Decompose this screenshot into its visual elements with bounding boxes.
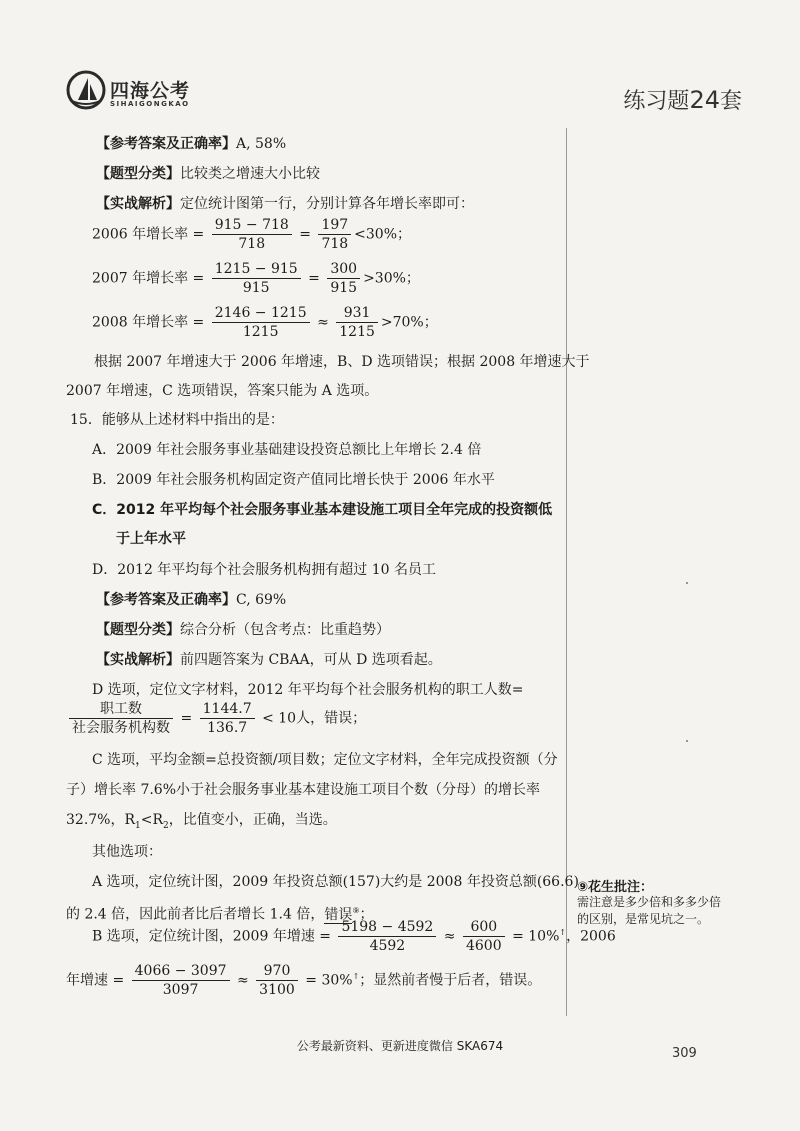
analysis-tag: 【实战解析】 (96, 196, 180, 212)
numerator: 300 (327, 260, 360, 279)
fraction (132, 962, 230, 999)
fraction (212, 260, 301, 297)
series-number: 24 (689, 86, 720, 114)
q14-conclusion-1: 根据 2007 年增速大于 2006 年增速，B、D 选项错误；根据 2008 年增速大于 (94, 354, 590, 370)
numerator: 2146 − 1215 (212, 304, 310, 323)
fraction (338, 918, 436, 955)
numerator: 职工数 (69, 700, 173, 719)
q15-option-c: C．2012 年平均每个社会服务事业基本建设施工项目全年完成的投资额低 (92, 502, 553, 518)
series-suffix: 套 (719, 89, 742, 114)
d-option-line1: D 选项，定位文字材料，2012 年平均每个社会服务机构的职工人数= (92, 682, 524, 698)
denominator: 3100 (259, 982, 295, 998)
series-title (623, 84, 742, 115)
d-option-formula (66, 700, 366, 737)
underlined-error: 错误 (324, 906, 353, 923)
fraction (318, 216, 351, 253)
numerator: 600 (463, 918, 505, 937)
q14-analysis-line (96, 194, 474, 214)
answer-tag: 【参考答案及正确率】 (96, 136, 236, 152)
denominator: 1215 (242, 324, 279, 340)
type-value: 比较类之增速大小比较 (180, 166, 320, 182)
a-option-line1: A 选项，定位统计图，2009 年投资总额(157)大约是 2008 年投资总额(66.6) (92, 874, 579, 890)
page-number: 309 (672, 1046, 697, 1061)
analysis-tag: 【实战解析】 (96, 652, 180, 668)
numerator: 970 (256, 962, 298, 981)
logo-text-en: SIHAIGONGKAO (110, 100, 190, 108)
q15-stem: 15．能够从上述材料中指出的是： (70, 412, 284, 428)
c-option-line3 (66, 810, 337, 836)
equals-sign: = (180, 710, 193, 727)
numerator: 915 − 718 (212, 216, 292, 235)
equals-sign: = (308, 270, 320, 287)
fraction (463, 918, 505, 955)
numerator: 1144.7 (200, 700, 255, 719)
denominator: 915 (242, 280, 270, 296)
numerator: 5198 − 4592 (338, 918, 436, 937)
q15-type-line (96, 620, 390, 640)
denominator: 3097 (162, 982, 199, 998)
q15-option-b: B．2009 年社会服务机构固定资产值同比增长快于 2006 年水平 (92, 472, 495, 488)
footer-text: 公考最新资料、更新进度微信 SKA674 (296, 1039, 504, 1053)
q14-type-line (96, 164, 320, 184)
a-line2-b: ； (359, 906, 374, 923)
denominator: 136.7 (207, 720, 248, 736)
logo-text-cn: 四海公考 (110, 80, 191, 102)
c-line3-b: <R (140, 812, 164, 828)
formula-2007 (92, 260, 420, 297)
answer-value: A, 58% (236, 136, 287, 152)
fraction (212, 304, 310, 341)
b-value-2: = 30% (305, 972, 353, 989)
numerator: 931 (336, 304, 378, 323)
formula-label: 2008 年增长率 = (92, 314, 205, 331)
denominator: 915 (330, 280, 358, 296)
b-line2-a: 年增速 = (66, 972, 125, 989)
c-line3-c: ，比值变小，正确，当选。 (168, 812, 337, 828)
type-value: 综合分析（包含考点：比重趋势） (180, 622, 390, 638)
numerator: 197 (318, 216, 351, 235)
margin-note-title: ⑨花生批注： (577, 880, 654, 895)
fraction (69, 700, 173, 737)
equals-sign: = (299, 226, 311, 243)
sail-logo-icon (66, 70, 106, 110)
subscript-1: 1 (135, 820, 141, 831)
c-option-line1: C 选项，平均金额=总投资额/项目数；定位文字材料，全年完成投资额（分 (92, 752, 558, 768)
denominator: 4600 (465, 938, 502, 954)
answer-value: C, 69% (236, 592, 287, 608)
other-options-heading: 其他选项： (92, 844, 162, 860)
type-tag: 【题型分类】 (96, 622, 180, 638)
q14-answer-line (96, 134, 286, 154)
formula-tail: >70%； (380, 314, 438, 331)
approx-sign: ≈ (236, 972, 249, 989)
subscript-2: 2 (163, 820, 169, 831)
analysis-text: 定位统计图第一行，分别计算各年增长率即可： (180, 196, 474, 212)
denominator: 718 (238, 236, 266, 252)
b-value-1: = 10% (512, 928, 560, 945)
fraction (200, 700, 255, 737)
annotation-marker: ⑨ (352, 906, 360, 915)
q15-option-d: D．2012 年平均每个社会服务机构拥有超过 10 名员工 (92, 562, 437, 578)
brand-logo (66, 70, 216, 118)
formula-2008 (92, 304, 438, 341)
approx-sign: ≈ (443, 928, 456, 945)
scan-speck (686, 582, 688, 584)
q15-answer-line (96, 590, 286, 610)
b-option-line1 (92, 918, 616, 955)
b-tail-1: ，2006 (566, 928, 616, 945)
numerator: 4066 − 3097 (132, 962, 230, 981)
a-line2-a: 的 2.4 倍，因此前者比后者增长 1.4 倍， (66, 906, 325, 923)
denominator: 社会服务机构数 (72, 720, 170, 736)
fraction (212, 216, 292, 253)
fraction (336, 304, 378, 341)
formula-2006 (92, 216, 411, 253)
numerator: 1215 − 915 (212, 260, 301, 279)
formula-tail: <30%； (354, 226, 412, 243)
up-arrow-icon: ↑ (559, 927, 567, 937)
series-prefix: 练习题 (623, 89, 690, 114)
denominator: 1215 (339, 324, 375, 340)
c-option-line2: 子）增长率 7.6%小于社会服务事业基本建设施工项目个数（分母）的增长率 (66, 782, 541, 798)
q15-option-a: A．2009 年社会服务事业基础建设投资总额比上年增长 2.4 倍 (92, 442, 482, 458)
formula-tail: >30%； (363, 270, 420, 287)
c-line3-a: 32.7%，R (66, 812, 136, 828)
q14-conclusion-2: 2007 年增速，C 选项错误，答案只能为 A 选项。 (66, 383, 379, 399)
formula-label: 2007 年增长率 = (92, 270, 205, 287)
analysis-text: 前四题答案为 CBAA，可从 D 选项看起。 (180, 652, 442, 668)
fraction (256, 962, 298, 999)
formula-label: 2006 年增长率 = (92, 226, 205, 243)
b-tail-2: ；显然前者慢于后者，错误。 (359, 972, 542, 989)
denominator: 718 (321, 236, 349, 252)
margin-note-body: 需注意是多少倍和多多少倍的区别，是常见坑之一。 (577, 895, 722, 926)
denominator: 4592 (369, 938, 406, 954)
formula-tail: < 10人，错误； (262, 710, 367, 727)
answer-tag: 【参考答案及正确率】 (96, 592, 236, 608)
fraction (327, 260, 360, 297)
b-line1-a: B 选项，定位统计图，2009 年增速 = (92, 928, 331, 945)
type-tag: 【题型分类】 (96, 166, 180, 182)
approx-sign: ≈ (317, 314, 329, 331)
q15-analysis-line (96, 650, 442, 670)
scan-speck (686, 740, 688, 742)
up-arrow-icon: ↑ (352, 971, 360, 981)
b-option-line2 (66, 962, 541, 999)
q15-option-c-cont: 于上年水平 (116, 531, 186, 547)
